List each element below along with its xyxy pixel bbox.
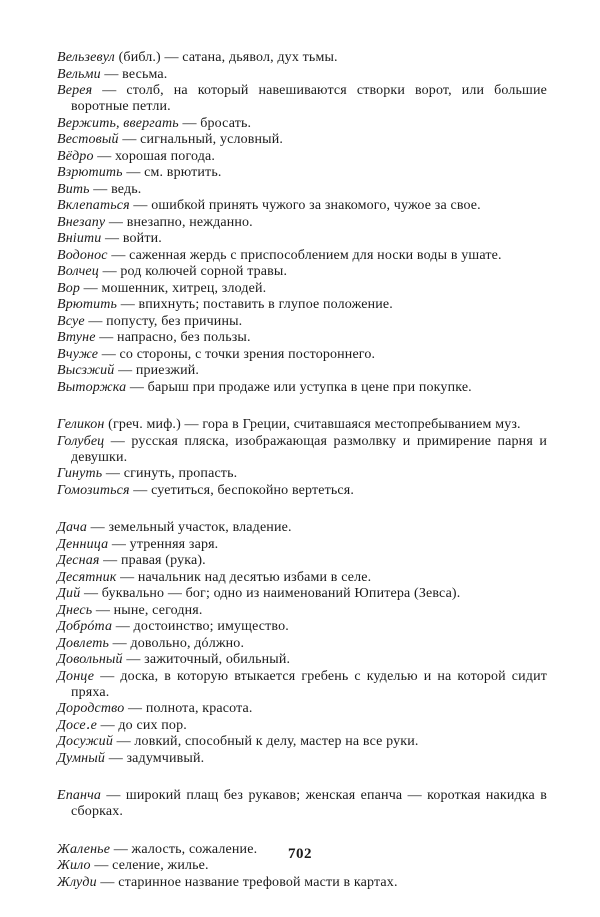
entry-term: Вёдро: [57, 148, 94, 164]
entry-definition: — буквально — бог; одно из наименований Юпитера (Зевса).: [80, 586, 461, 601]
glossary-entry: [57, 636, 547, 652]
entry-term: Вестовый: [57, 132, 119, 147]
glossary-entry: [57, 701, 547, 717]
entry-definition: — правая (рука).: [99, 553, 206, 568]
entry-term: Врютить: [57, 297, 118, 312]
entry-definition: — задумчивый.: [105, 750, 205, 766]
entry-term: Днесь: [57, 602, 93, 618]
entry-definition: (библ.) — сатана, дьявол, дух тьмы.: [114, 50, 338, 65]
glossary-entry: [57, 116, 547, 132]
entry-term: Добрóта: [57, 619, 113, 634]
entry-definition: — утренняя заря.: [108, 536, 219, 552]
entry-term: Всуе: [57, 313, 85, 329]
glossary-section: [57, 417, 547, 499]
entry-term: Втуне: [57, 330, 96, 345]
section-gap: [57, 396, 547, 417]
entry-definition: — достоинство; имущество.: [112, 619, 289, 634]
section-gap: [57, 499, 547, 520]
entry-definition: — сигнальный, условный.: [118, 132, 284, 147]
entry-definition: — род колючей сорной травы.: [98, 264, 288, 279]
entry-definition: — зажиточный, обильный.: [122, 652, 291, 667]
entry-term: Верея: [57, 83, 93, 98]
entry-definition: — доска, в которую втыкается гребень с куделью и на которой сидит пряха.: [71, 668, 547, 700]
glossary-entry: [57, 347, 547, 363]
entry-definition: — ошибкой принять чужого за знакомого, чужое за свое.: [129, 198, 481, 213]
entry-term: Взрютить: [57, 165, 123, 180]
glossary-entry: [57, 231, 547, 247]
glossary-entry: [57, 434, 547, 466]
entry-definition: — приезжий.: [114, 363, 200, 378]
glossary-entry: [57, 483, 547, 499]
entry-term: Жаленье: [57, 841, 111, 857]
entry-definition: (греч. миф.) — гора в Греции, считавшаяся местопребыванием муз.: [104, 417, 521, 432]
entry-term: Вчуже: [57, 346, 99, 362]
entry-definition: — ныне, сегодня.: [92, 602, 203, 618]
glossary-entry: [57, 718, 547, 734]
entry-term: Жило: [57, 858, 91, 873]
entry-term: Дородство: [57, 701, 125, 716]
glossary-entry: [57, 603, 547, 619]
entry-term: Дача: [57, 520, 88, 535]
entry-definition: — мошенник, хитрец, злодей.: [80, 280, 267, 296]
entry-term: Довлеть: [57, 635, 109, 651]
entry-term: Вержить, ввергать: [57, 115, 179, 131]
entry-definition: — бросать.: [178, 115, 252, 131]
glossary-section: [57, 50, 547, 396]
entry-definition: — войти.: [101, 231, 162, 246]
glossary-entry: [57, 182, 547, 198]
glossary-entry: [57, 363, 547, 379]
section-gap: [57, 767, 547, 788]
section-gap: [57, 821, 547, 842]
glossary-entry: [57, 520, 547, 536]
entry-term: Вклепаться: [57, 198, 130, 213]
entry-definition: — старинное название трефовой масти в картах.: [96, 874, 398, 890]
entry-term: Досужий: [57, 734, 113, 749]
glossary-entry: [57, 281, 547, 297]
glossary-entry: [57, 553, 547, 569]
entry-definition: — со стороны, с точки зрения постороннего.: [98, 346, 376, 362]
entry-term: Десная: [57, 553, 100, 568]
entry-term: Довольный: [57, 652, 123, 667]
glossary-entry: [57, 314, 547, 330]
entry-term: Десятник: [57, 569, 117, 585]
entry-term: Епанча: [57, 788, 102, 803]
entry-definition: — широкий плащ без рукавов; женская епанча — короткая накидка в сборках.: [71, 788, 547, 819]
entry-term: Водонос: [57, 247, 108, 263]
glossary-section: [57, 788, 547, 820]
glossary-entry: [57, 751, 547, 767]
entry-definition: — барыш при продаже или уступка в цене при покупке.: [126, 379, 472, 395]
glossary-entry: [57, 149, 547, 165]
entry-definition: — до сих пор.: [96, 717, 187, 733]
entry-definition: — жалость, сожаление.: [110, 841, 258, 857]
entry-definition: — земельный участок, владение.: [87, 520, 292, 535]
entry-term: Голубец: [57, 433, 105, 449]
glossary-entry: [57, 83, 547, 115]
entry-definition: — полнота, красота.: [124, 701, 253, 716]
entry-term: Вить: [57, 181, 90, 197]
entry-term: Дий: [57, 586, 81, 601]
entry-term: Вор: [57, 280, 81, 296]
entry-definition: — впихнуть; поставить в глупое положение.: [117, 297, 393, 312]
entry-term: Внезапу: [57, 214, 106, 230]
entry-term: Высзжий: [57, 363, 115, 378]
entry-definition: — селение, жилье.: [90, 858, 209, 873]
entry-term: Денница: [57, 536, 109, 552]
entry-definition: — попусту, без причины.: [84, 313, 243, 329]
glossary-entry: [57, 380, 547, 396]
entry-definition: — хорошая погода.: [93, 148, 216, 164]
entry-definition: — весьма.: [100, 66, 168, 82]
glossary-entry: [57, 586, 547, 602]
glossary-page: [57, 50, 547, 891]
glossary-entry: [57, 652, 547, 668]
glossary-entry: [57, 264, 547, 280]
glossary-entry: [57, 537, 547, 553]
glossary-entry: [57, 875, 547, 891]
entry-definition: — ведь.: [89, 181, 142, 197]
glossary-entry: [57, 67, 547, 83]
glossary-entry: [57, 50, 547, 66]
glossary-sections: [57, 50, 547, 891]
entry-term: Выторжка: [57, 379, 127, 395]
entry-term: Гомозиться: [57, 482, 130, 498]
entry-definition: — ловкий, способный к делу, мастер на все руки.: [112, 734, 419, 749]
glossary-entry: [57, 297, 547, 313]
glossary-entry: [57, 669, 547, 701]
entry-definition: — довольно, дóлжно.: [109, 635, 245, 651]
glossary-entry: [57, 417, 547, 433]
entry-term: Думный: [57, 750, 106, 766]
entry-definition: — столб, на который навешиваются створки ворот, или большие воротные петли.: [71, 83, 547, 114]
entry-definition: — сгинуть, пропасть.: [102, 466, 238, 481]
glossary-entry: [57, 734, 547, 750]
entry-term: Геликон: [57, 417, 105, 432]
entry-definition: — саженная жердь с приспособлением для носки воды в ушате.: [107, 247, 502, 263]
glossary-section: [57, 520, 547, 767]
entry-definition: — см. врютить.: [122, 165, 222, 180]
glossary-entry: [57, 165, 547, 181]
entry-term: Вельзевул: [57, 50, 115, 65]
entry-definition: — суетиться, беспокойно вертеться.: [129, 482, 355, 498]
glossary-entry: [57, 215, 547, 231]
entry-term: Волчец: [57, 264, 99, 279]
glossary-entry: [57, 788, 547, 820]
entry-definition: — напрасно, без пользы.: [95, 330, 251, 345]
glossary-entry: [57, 198, 547, 214]
entry-term: Гинуть: [57, 466, 103, 481]
entry-term: Вельми: [57, 66, 101, 82]
entry-term: Жлуди: [57, 874, 97, 890]
glossary-entry: [57, 132, 547, 148]
glossary-entry: [57, 466, 547, 482]
entry-term: Досе․е: [57, 717, 97, 733]
glossary-entry: [57, 330, 547, 346]
entry-definition: — внезапно, нежданно.: [105, 214, 253, 230]
entry-definition: — начальник над десятью избами в селе.: [116, 569, 372, 585]
entry-definition: — русская пляска, изображающая размолвку и примирение парня и девушки.: [71, 433, 547, 465]
entry-term: Вніити: [57, 231, 102, 246]
entry-term: Донце: [57, 668, 95, 684]
glossary-entry: [57, 248, 547, 264]
page-number: 702: [288, 846, 312, 862]
glossary-entry: [57, 570, 547, 586]
glossary-entry: [57, 619, 547, 635]
